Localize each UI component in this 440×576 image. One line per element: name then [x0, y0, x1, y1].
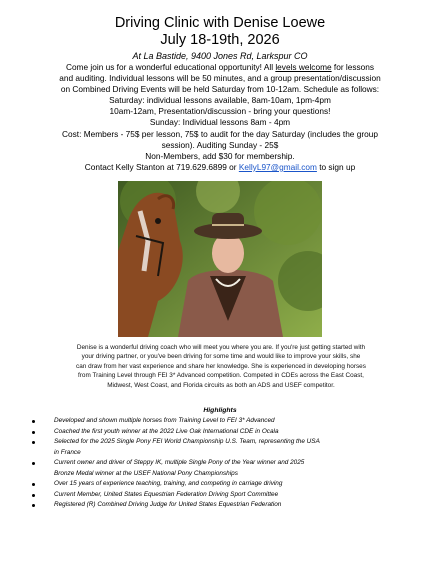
highlights-heading: Highlights — [203, 407, 237, 414]
intro-text: Come join us for a wonderful educational opportunity! All — [65, 62, 276, 72]
coach-with-horse-image — [118, 181, 322, 337]
cost-auditing: session). Auditing Sunday - 25$ — [161, 139, 279, 150]
bullet-icon — [32, 431, 35, 434]
cost-members: Cost: Members - 75$ per lesson, 75$ to audit for the day Saturday (includes the group — [62, 128, 378, 139]
contact-text: to sign up — [316, 161, 356, 172]
intro-paragraph — [36, 62, 404, 173]
highlight-text: Selected for the 2025 Single Pony FEI World Championship U.S. Team, representing the USA — [54, 438, 320, 445]
email-link[interactable]: KellyL97@gmail.com — [238, 161, 317, 172]
page-title — [0, 15, 440, 49]
bio-line-5: Midwest, West Coast, and Florida circuits as both an ADS and USEF competitor. — [107, 381, 335, 389]
highlight-item — [30, 427, 430, 438]
schedule-presentation: 10am-12am, Presentation/discussion - bring your questions! — [109, 106, 331, 117]
intro-text: for lessons — [331, 62, 375, 72]
highlights-list — [30, 416, 430, 511]
bio-line-2: your driving partner, or you've been driving for some time and would like to improve your skills, she — [81, 353, 361, 361]
bio-line-1: Denise is a wonderful driving coach who will meet you where you are. If you're just getting started with — [76, 344, 366, 351]
schedule-saturday: Saturday: individual lessons available, 8am-10am, 1pm-4pm — [109, 95, 331, 106]
cost-non-members: Non-Members, add $30 for membership. — [145, 150, 295, 161]
highlight-item — [30, 458, 430, 479]
highlight-text: Registered (R) Combined Driving Judge for United States Equestrian Federation — [54, 501, 282, 508]
highlight-text: in France — [54, 448, 81, 456]
highlight-text: Bronze Medal winner at the USEF National Pony Championships — [54, 469, 238, 477]
bio-line-4: from Training Level through FEI 3* Advanced competition. Competed in CDEs across the East Coast, — [78, 372, 364, 380]
coach-photo — [118, 181, 322, 337]
highlight-text: Over 15 years of experience teaching, training, and competing in carriage driving — [54, 480, 283, 487]
contact-text: Contact Kelly Stanton at 719.629.6899 or — [84, 161, 239, 172]
bio-line-3: can draw from her vast experience and share her knowledge. She is experienced in developing horses — [76, 362, 366, 370]
bullet-icon — [32, 420, 35, 423]
highlight-item — [30, 416, 430, 427]
intro-line-2: and auditing. Individual lessons will be 50 minutes, and a group presentation/discussion — [59, 73, 381, 84]
highlight-item — [30, 437, 430, 458]
venue-line: At La Bastide, 9400 Jones Rd, Larkspur CO — [132, 51, 308, 61]
intro-line-1 — [36, 62, 404, 73]
intro-line-3: on Combined Driving Events will be held Saturday from 10-12am. Schedule as follows: — [60, 84, 380, 95]
title-line-1: Driving Clinic with Denise Loewe — [114, 15, 326, 31]
bullet-icon — [32, 494, 35, 497]
highlight-text: Coached the first youth winner at the 2022 Live Oak International CDE in Ocala — [54, 427, 279, 435]
bullet-icon — [32, 441, 35, 444]
highlight-text: Current Member, United States Equestrian Federation Driving Sport Committee — [54, 490, 279, 498]
highlight-item — [30, 500, 430, 511]
highlight-item — [30, 479, 430, 490]
highlight-item — [30, 490, 430, 501]
bullet-icon — [32, 462, 35, 465]
title-line-2: July 18-19th, 2026 — [160, 32, 280, 48]
levels-welcome-text: levels welcome — [275, 62, 332, 72]
highlight-text: Current owner and driver of Steppy IK, multiple Single Pony of the Year winner and 2025 — [54, 459, 305, 466]
contact-line — [36, 162, 404, 173]
highlight-text: Developed and shown multiple horses from Training Level to FEI 3* Advanced — [54, 417, 275, 424]
bullet-icon — [32, 504, 35, 507]
schedule-sunday: Sunday: Individual lessons 8am - 4pm — [149, 117, 291, 128]
bio-paragraph — [30, 343, 412, 390]
bullet-icon — [32, 483, 35, 486]
